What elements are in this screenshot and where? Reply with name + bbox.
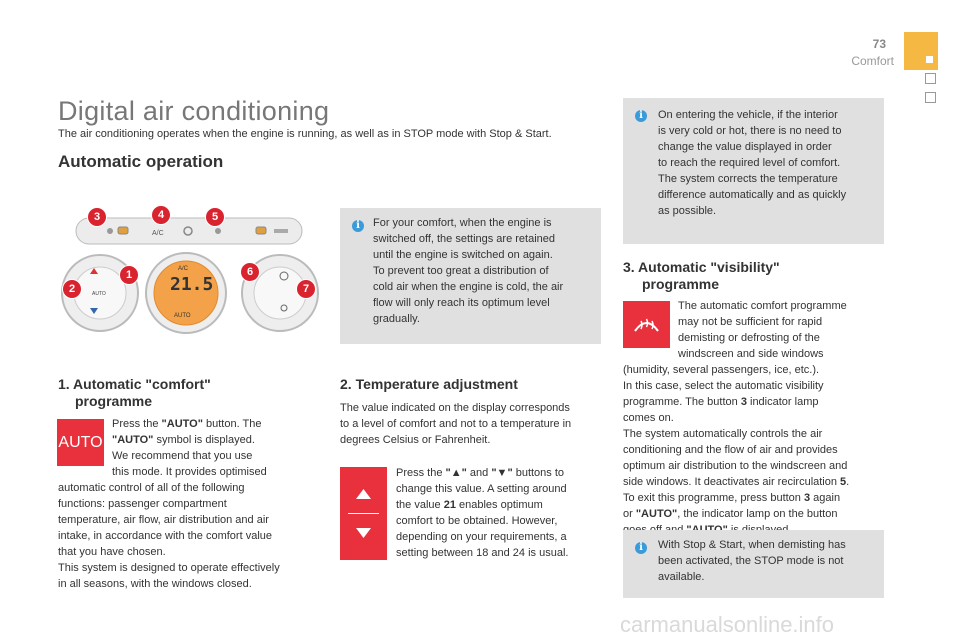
svg-text:A/C: A/C (178, 266, 189, 272)
info-box-text: On entering the vehicle, if the interior is very cold or hot, there is no need to change the value displayed in order to reach the required level of comfort. The system corrects the temperature difference automatically and as quickly as possible. (658, 109, 847, 217)
watermark: carmanualsonline.info (620, 612, 835, 637)
section-tab (904, 32, 938, 70)
section-2-body: Press the "▲" and "▼" buttons to change this value. A setting around the value 21 enables optimum comfort to be obtained. However, depending on your requirements, a setting between 18 and 24 is usual. (396, 467, 569, 559)
svg-text:21.5: 21.5 (170, 274, 214, 295)
svg-text:AUTO: AUTO (92, 291, 106, 297)
info-box-stop-start (623, 530, 884, 598)
up-down-arrows-icon (340, 467, 387, 560)
callout-6: 6 (240, 262, 260, 282)
windscreen-demist-icon (623, 301, 670, 348)
auto-button-icon: AUTO (57, 419, 104, 466)
info-box-text: With Stop & Start, when demisting has been activated, the STOP mode is not available. (658, 539, 846, 583)
section-1-heading: 1. Automatic "comfort" programme (58, 376, 211, 409)
info-box-comfort-retained (340, 208, 601, 344)
section-1-intro: Press the "AUTO" button. The "AUTO" symbol is displayed. We recommend that you use this mode. It provides optimised (112, 418, 267, 478)
section-2-heading: 2. Temperature adjustment (340, 376, 518, 392)
page-subtitle: The air conditioning operates when the engine is running, as well as in STOP mode with Stop & Start. (58, 128, 552, 140)
callout-4: 4 (151, 205, 171, 225)
section-3-heading: 3. Automatic "visibility" programme (623, 259, 780, 292)
tab-box-2 (925, 92, 936, 103)
automatic-operation-heading: Automatic operation (58, 152, 224, 171)
info-icon: i (352, 220, 364, 232)
tab-marker (926, 56, 933, 63)
tab-box-1 (925, 73, 936, 84)
page-title: Digital air conditioning (58, 96, 330, 126)
temperature-buttons-icon (340, 467, 387, 560)
page-number: 73 (872, 37, 886, 51)
callout-2: 2 (62, 279, 82, 299)
visibility-button-icon (623, 301, 670, 348)
up-arrow-icon: ▲ (450, 467, 462, 479)
section-3-intro: The automatic comfort programme may not be sufficient for rapid demisting or defrosting of the windscreen and side windows (678, 300, 847, 360)
callout-5: 5 (205, 207, 225, 227)
section-3-body: (humidity, several passengers, ice, etc.). In this case, select the automatic visibility programme. The button 3 indicator lamp comes on. The system automatically controls the air conditioning and the flow of air and provides optimum air distribution to the windscreen and side windows. It deactivates air recirculation 5. To exit this programme, press button 3 again or "AUTO", the indicator lamp on the button (623, 364, 850, 520)
svg-text:AUTO: AUTO (174, 313, 191, 319)
callout-1: 1 (119, 265, 139, 285)
section-2-intro: The value indicated on the display corresponds to a level of comfort and not to a temperature in degrees Celsius or Fahrenheit. (340, 402, 572, 446)
down-arrow-icon: ▼ (496, 467, 508, 479)
info-icon: i (635, 542, 647, 554)
info-box-text: For your comfort, when the engine is switched off, the settings are retained until the engine is switched on again. To prevent too great a distribution of cold air when the engine is cold, the air flow will only reach its optimum level gradually. (373, 217, 564, 325)
section-1-body: automatic control of all of the following functions: passenger compartment temperature, air flow, air distribution and air intake, in accordance with the comfort value that you have chosen. This system is designed to operate effectively in all seasons, with the windows closed. (58, 482, 280, 590)
info-box-entering-vehicle (623, 98, 884, 244)
info-icon: i (635, 110, 647, 122)
section-name: Comfort (851, 54, 894, 68)
svg-text:A/C: A/C (152, 230, 164, 237)
callout-3: 3 (87, 207, 107, 227)
callout-7: 7 (296, 279, 316, 299)
